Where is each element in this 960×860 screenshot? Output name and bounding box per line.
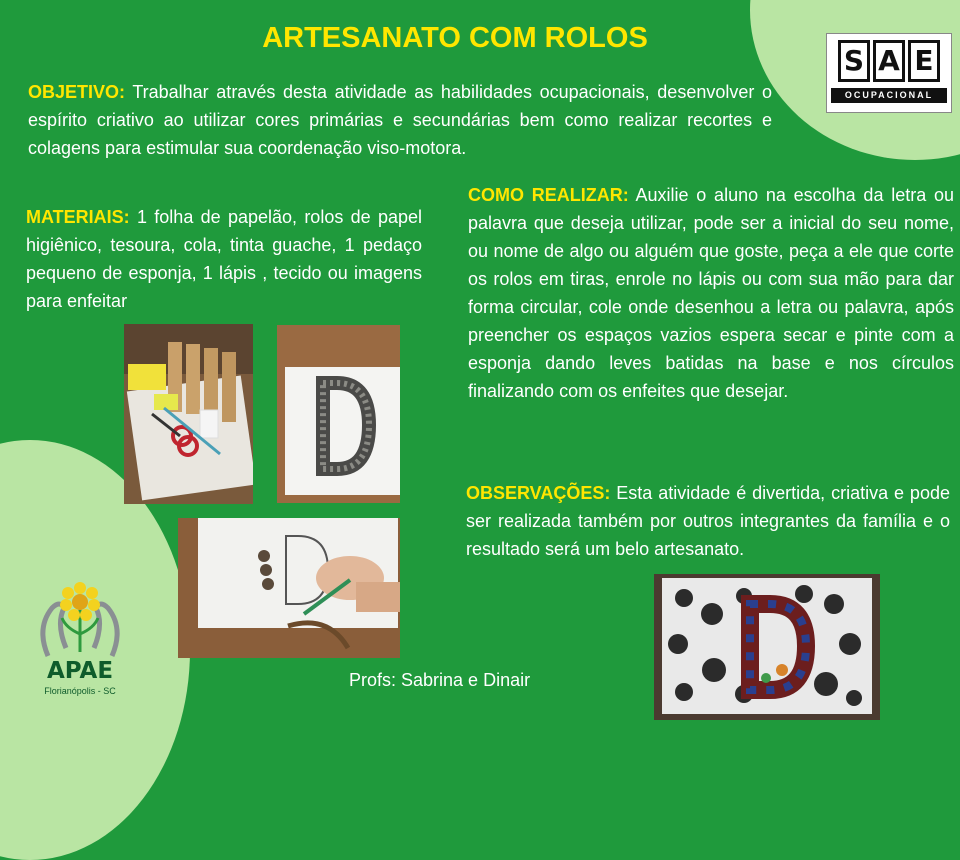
materiais-text: 1 folha de papelão, rolos de papel higiênico, tesoura, cola, tinta guache, 1 pedaço pequeno de esponja, 1 lápis , tecido ou imagens para enfeitar: [26, 207, 422, 311]
photo-finished-artwork: [654, 574, 880, 720]
sae-logo-letter: A: [873, 40, 905, 82]
page-title: ARTESANATO COM ROLOS: [262, 22, 648, 54]
observacoes-label: OBSERVAÇÕES:: [466, 483, 611, 503]
observacoes-paragraph: [466, 479, 950, 563]
footer-credits: Profs: Sabrina e Dinair: [349, 670, 531, 690]
apae-logo-name: APAE: [46, 658, 114, 684]
sae-logo-letter: S: [838, 40, 870, 82]
apae-logo: [30, 578, 130, 658]
sae-logo-letter: E: [908, 40, 940, 82]
como-realizar-paragraph: [468, 181, 954, 405]
materiais-paragraph: [26, 203, 422, 315]
photo-materials: [124, 324, 253, 504]
objetivo-label: OBJETIVO:: [28, 82, 126, 102]
objetivo-text: Trabalhar através desta atividade as habilidades ocupacionais, desenvolver o espírito criativo ao utilizar cores primárias e secundárias bem como realizar recortes e colagens para estimular sua coordenação viso-motora.: [28, 82, 772, 158]
photo-gluing: [178, 518, 400, 658]
como-realizar-label: COMO REALIZAR:: [468, 185, 629, 205]
observacoes-text: Esta atividade é divertida, criativa e pode ser realizada também por outros integrantes da família e o resultado será um belo artesanato.: [466, 483, 950, 559]
materiais-label: MATERIAIS:: [26, 207, 130, 227]
sae-logo: [826, 33, 952, 113]
como-realizar-text: Auxilie o aluno na escolha da letra ou palavra que deseja utilizar, pode ser a inicial do seu nome, ou nome de algo ou alguém que goste, peça a ele que corte os rolos em tiras, enrole no lápis ou com sua mão para dar forma circular, cole onde desenhou a letra ou palavra, após preencher os espaços vazios espera secar e pinte com a esponja dando leves batidas na base e nos círculos finalizando com os enfeites que desejar.: [468, 185, 954, 401]
objetivo-paragraph: [28, 78, 772, 162]
sae-logo-subtitle: OCUPACIONAL: [831, 88, 947, 103]
apae-logo-city: Florianópolis - SC: [44, 686, 116, 696]
photo-letter-d: [277, 325, 400, 503]
